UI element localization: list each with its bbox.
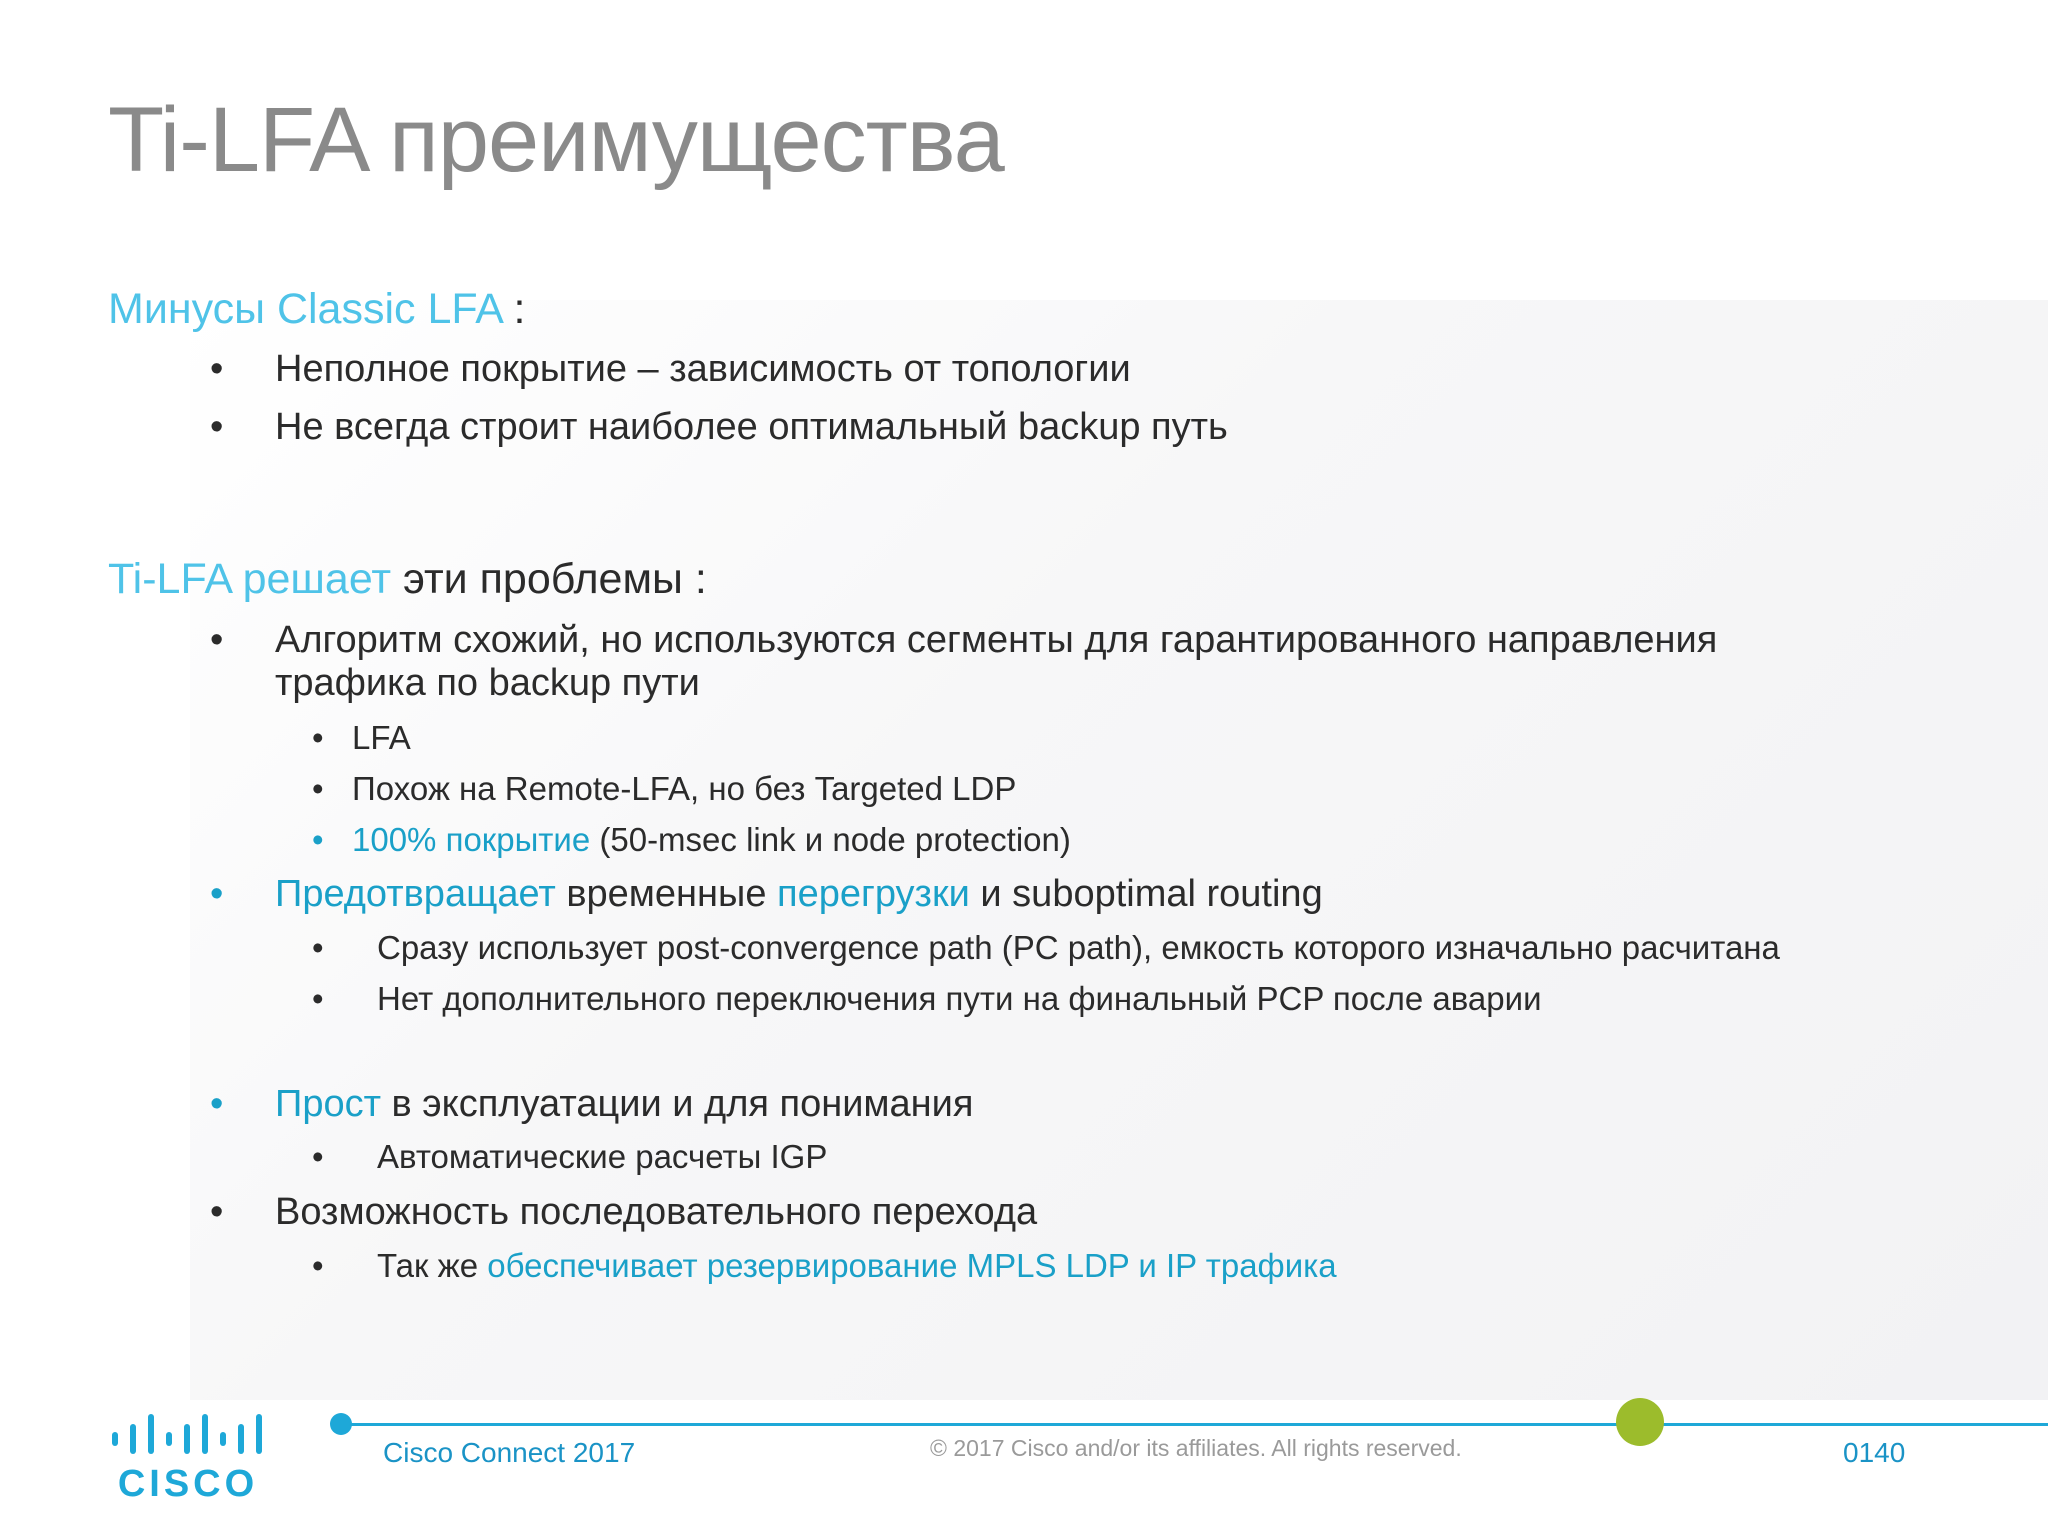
section1-heading (108, 285, 526, 334)
timeline-progress-dot (1616, 1398, 1664, 1446)
plain-text: в эксплуатации и для понимания (380, 1083, 974, 1125)
bullet: • (312, 821, 324, 858)
bullet: • (210, 1083, 224, 1125)
highlight-text: Предотвращает (275, 873, 556, 915)
section2-heading-highlight: Ti-LFA решает (108, 555, 392, 603)
plain-text: и suboptimal routing (969, 873, 1323, 915)
list-item-text (275, 873, 1323, 916)
highlight-text: 100% покрытие (352, 821, 591, 858)
list-item-text: Не всегда строит наиболее оптимальный backup путь (275, 406, 1228, 448)
section1-heading-rest: : (501, 285, 526, 333)
list-item-text: Возможность последовательного перехода (275, 1191, 1038, 1233)
list-item-text: Неполное покрытие – зависимость от топологии (275, 348, 1131, 390)
plain-text: Так же (377, 1247, 488, 1284)
cisco-logo (108, 1410, 278, 1505)
highlight-text: обеспечивает резервирование MPLS LDP и IP трафика (487, 1247, 1337, 1284)
timeline-start-dot (330, 1413, 352, 1435)
footer-copyright: © 2017 Cisco and/or its affiliates. All rights reserved. (930, 1435, 1462, 1461)
bullet: • (312, 1247, 324, 1284)
bullet: • (210, 619, 224, 661)
bullet: • (312, 929, 324, 966)
footer-timeline (342, 1423, 2048, 1426)
sub-list-item-text: Сразу использует post-convergence path (PC path), емкость которого изначально расчитана (377, 929, 1780, 966)
sub-list-item-text: LFA (352, 719, 411, 756)
footer-event-name: Cisco Connect 2017 (383, 1437, 636, 1468)
highlight-text: Прост (275, 1083, 381, 1125)
plain-text: (50-msec link и node protection) (590, 821, 1071, 858)
section2-heading (108, 555, 707, 604)
cisco-bridge-icon (108, 1410, 278, 1500)
bullet: • (312, 770, 324, 807)
sub-list-item-text: Похож на Remote-LFA, но без Targeted LDP (352, 770, 1017, 807)
page-number: 0140 (1843, 1437, 1906, 1468)
slide-title: Ti-LFA преимущества (108, 89, 1004, 191)
bullet: • (210, 873, 224, 915)
sub-list-item-text: Нет дополнительного переключения пути на финальный PCP после аварии (377, 980, 1542, 1017)
list-item-continuation: трафика по backup пути (275, 662, 700, 704)
bullet: • (312, 719, 324, 756)
bullet: • (312, 1138, 324, 1175)
bullet: • (312, 980, 324, 1017)
sub-list-item-text (377, 1247, 1337, 1285)
sub-list-item-text (352, 821, 1071, 859)
bullet: • (210, 406, 224, 448)
highlight-text: перегрузки (777, 873, 970, 915)
list-item-text: Алгоритм схожий, но используются сегменты для гарантированного направления (275, 619, 1718, 661)
section2-heading-rest: эти проблемы : (391, 555, 707, 603)
cisco-wordmark: CISCO (117, 1463, 259, 1500)
sub-list-item-text: Автоматические расчеты IGP (377, 1138, 828, 1175)
bullet: • (210, 348, 224, 390)
bullet: • (210, 1191, 224, 1233)
plain-text: временные (555, 873, 778, 915)
section1-heading-highlight: Минусы Classic LFA (108, 285, 502, 333)
list-item-text (275, 1083, 973, 1126)
